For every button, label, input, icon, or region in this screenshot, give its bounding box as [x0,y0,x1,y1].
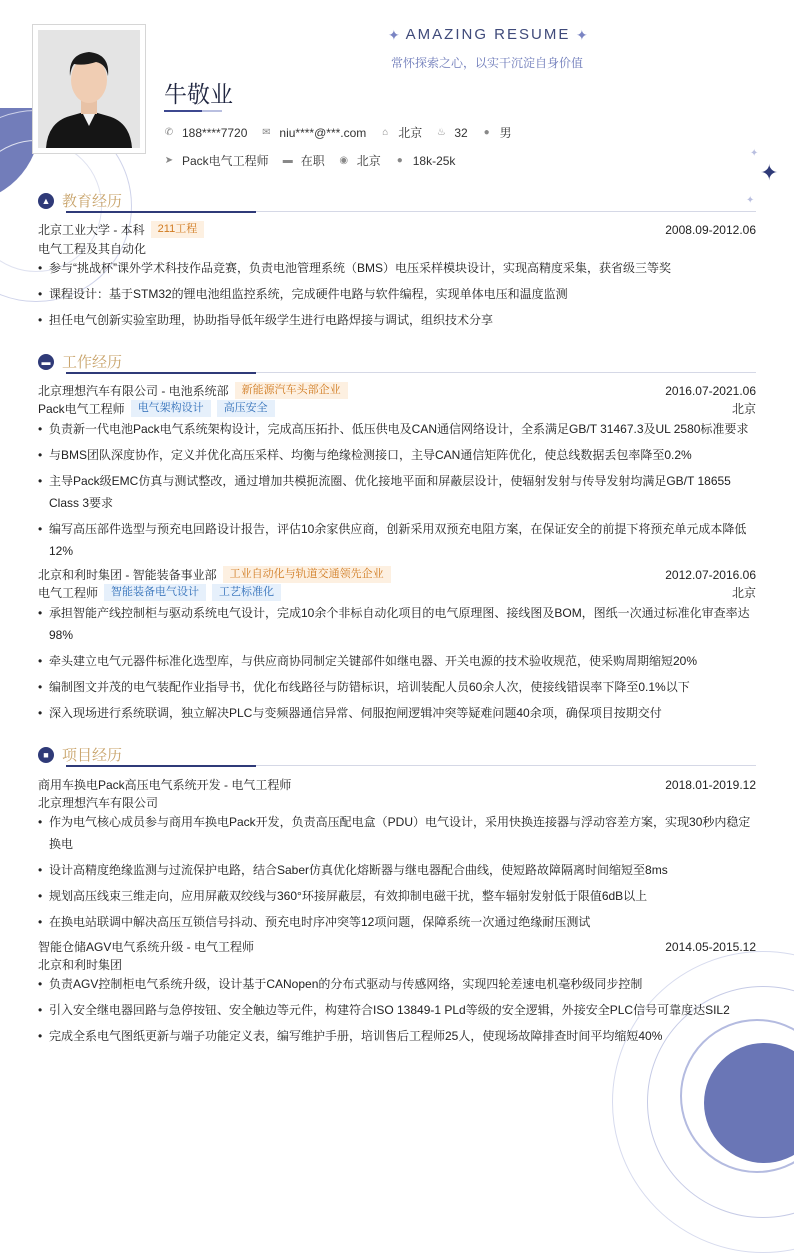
sparkle-icon: ✦ [746,195,755,206]
section-project-header [38,744,122,765]
school-name: 北京工业大学 - 本科 [38,223,145,237]
list-item: • 编制图文并茂的电气装配作业指导书，优化布线路径与防错标识，培训装配人员60余人次，使接线错误率下降至0.1%以下 [38,676,761,698]
project-header [38,776,756,793]
section-title: 工作经历 [62,354,123,371]
briefcase-icon: ▬ [38,354,54,370]
cake-icon: ♨ [436,126,446,138]
list-item: • 担任电气创新实验室助理，协助指导低年级学生进行电路焊接与调试，组织技术分享 [38,309,761,331]
candidate-name: 牛敬业 [164,81,233,107]
job-city: 北京 [731,402,756,416]
mail-icon: ✉ [262,126,271,138]
list-item: • 负责新一代电池Pack电气系统架构设计，完成高压拓扑、低压供电及CAN通信网络设计，全系满足GB/T 31467.3及UL 2580标准要求 [38,418,761,440]
project-name: 智能仓储AGV电气系统升级 - 电气工程师 [38,940,255,954]
company-name: 北京理想汽车有限公司 - 电池系统部 [38,384,229,398]
project-header [38,938,756,955]
location-icon: ◉ [339,154,349,166]
section-title: 项目经历 [62,747,123,764]
job-header [38,566,756,583]
list-item: • 牵头建立电气元器件标准化选型库，与供应商协同制定关键部件如继电器、开关电源的技术验收规范，使采购周期缩短20% [38,650,761,672]
salary-item: ● 18k-25k [396,153,456,168]
major-row [38,240,756,257]
major: 电气工程及其自动化 [38,242,147,256]
profile-photo [32,24,146,154]
gender-icon: ● [483,126,490,138]
education-entry [38,221,756,238]
divider [256,765,756,766]
send-icon: ➤ [164,154,174,166]
list-item: • 编写高压部件选型与预充电回路设计报告，评估10余家供应商，创新采用双预充电阻方案，在保证安全的前提下将预充单元成本降低12% [38,518,761,562]
school-tag: 211工程 [151,221,205,238]
contact-info [164,124,526,141]
age-item: ♨ 32 [436,125,468,140]
job-date: 2012.07-2016.06 [665,567,756,582]
list-item: • 规划高压线束三维走向，应用屏蔽双绞线与360°环接屏蔽层，有效抑制电磁干扰，整车辐射发射低于限值6dB以上 [38,885,761,907]
job-header [38,382,756,399]
section-work-header [38,351,122,372]
job-city: 北京 [731,586,756,600]
company-name: 北京和利时集团 - 智能装备事业部 [38,568,217,582]
sparkle-icon: ✦ [388,27,400,43]
skill-tag: 电气架构设计 [131,400,211,417]
divider [256,372,756,373]
list-item: • 在换电站联调中解决高压互锁信号抖动、预充电时序冲突等12项问题，保障系统一次通过绝缘耐压测试 [38,911,761,933]
city-item: ⌂ 北京 [382,126,423,140]
project-date: 2018.01-2019.12 [665,777,756,792]
list-item: • 课程设计：基于STM32的锂电池组监控系统，完成硬件电路与软件编程，实现单体电压和温度监测 [38,283,761,305]
job-position: 电气工程师 [38,586,99,600]
list-item: • 作为电气核心成员参与商用车换电Pack开发，负责高压配电盒（PDU）电气设计，采用快换连接器与浮动容差方案，实现30秒内稳定换电 [38,811,761,855]
list-item: • 主导Pack级EMC仿真与测试整改，通过增加共模扼流圈、优化接地平面和屏蔽层设计，使辐射发射与传导发射均满足GB/T 18655 Class 3要求 [38,470,761,514]
status-item: ▬ 在职 [282,154,325,168]
company-tag: 新能源汽车头部企业 [235,382,348,399]
skill-tag: 工艺标准化 [212,584,281,601]
list-item: • 设计高精度绝缘监测与过流保护电路，结合Saber仿真优化熔断器与继电器配合曲线，使短路故障隔离时间缩短至8ms [38,859,761,881]
graduation-icon: ▲ [38,193,54,209]
list-item: • 参与“挑战杯”课外学术科技作品竞赛，负责电池管理系统（BMS）电压采样模块设计，实现高精度采集，获省级三等奖 [38,257,761,279]
money-icon: ● [396,154,403,166]
sparkle-icon: ✦ [760,160,779,185]
phone-icon: ✆ [164,126,174,138]
job-position: Pack电气工程师 [38,402,125,416]
sparkle-icon: ✦ [750,148,759,159]
resume-title: AMAZING RESUME [405,26,571,43]
company-tag: 工业自动化与轨道交通领先企业 [223,566,391,583]
list-item: • 与BMS团队深度协作，定义并优化高压采样、均衡与绝缘检测接口，主导CAN通信矩阵优化，使总线数据丢包率降至0.2% [38,444,761,466]
divider [66,765,256,767]
skill-tag: 高压安全 [217,400,275,417]
email-item: ✉ niu****@***.com [262,125,367,140]
job-position-row [38,584,756,601]
location-item: ◉ 北京 [339,154,381,168]
project-name: 商用车换电Pack高压电气系统开发 - 电气工程师 [38,778,292,792]
sparkle-icon: ✦ [576,27,588,43]
divider [164,110,202,112]
job-date: 2016.07-2021.06 [665,383,756,398]
project-date: 2014.05-2015.12 [665,939,756,954]
divider [202,110,222,112]
section-education-header [38,190,122,211]
briefcase-icon: ▬ [282,154,293,166]
section-title: 教育经历 [62,193,123,210]
position-item: ➤ Pack电气工程师 [164,154,269,168]
gender-item: ● 男 [483,126,512,140]
list-item: • 完成全系电气图纸更新与端子功能定义表，编写维护手册，培训售后工程师25人，使现场故障排查时间平均缩短40% [38,1025,761,1047]
phone-item: ✆ 188****7720 [164,125,248,140]
divider [66,211,256,213]
list-item: • 深入现场进行系统联调，独立解决PLC与变频器通信异常、伺服抱闸逻辑冲突等疑难问题40余项，确保项目按期交付 [38,702,761,724]
home-icon: ⌂ [382,126,389,138]
list-item: • 承担智能产线控制柜与驱动系统电气设计，完成10余个非标自动化项目的电气原理图、接线图及BOM，图纸一次通过标准化审查率达98% [38,602,761,646]
divider [66,372,256,374]
education-date: 2008.09-2012.06 [665,222,756,237]
project-org-row [38,956,756,973]
list-item: • 引入安全继电器回路与急停按钮、安全触边等元件，构建符合ISO 13849-1 PLd等级的安全逻辑，外接安全PLC信号可靠度达SIL2 [38,999,761,1021]
skill-tag: 智能装备电气设计 [104,584,206,601]
project-org: 北京理想汽车有限公司 [38,796,159,810]
resume-subtitle: 常怀探索之心，以实干沉淀自身价值 [390,56,583,70]
project-org-row [38,794,756,811]
job-intent-info [164,152,469,169]
divider [256,211,756,212]
grid-icon: ■ [38,747,54,763]
project-org: 北京和利时集团 [38,958,123,972]
job-position-row [38,400,756,417]
list-item: • 负责AGV控制柜电气系统升级，设计基于CANopen的分布式驱动与传感网络，实现四轮差速电机毫秒级同步控制 [38,973,761,995]
